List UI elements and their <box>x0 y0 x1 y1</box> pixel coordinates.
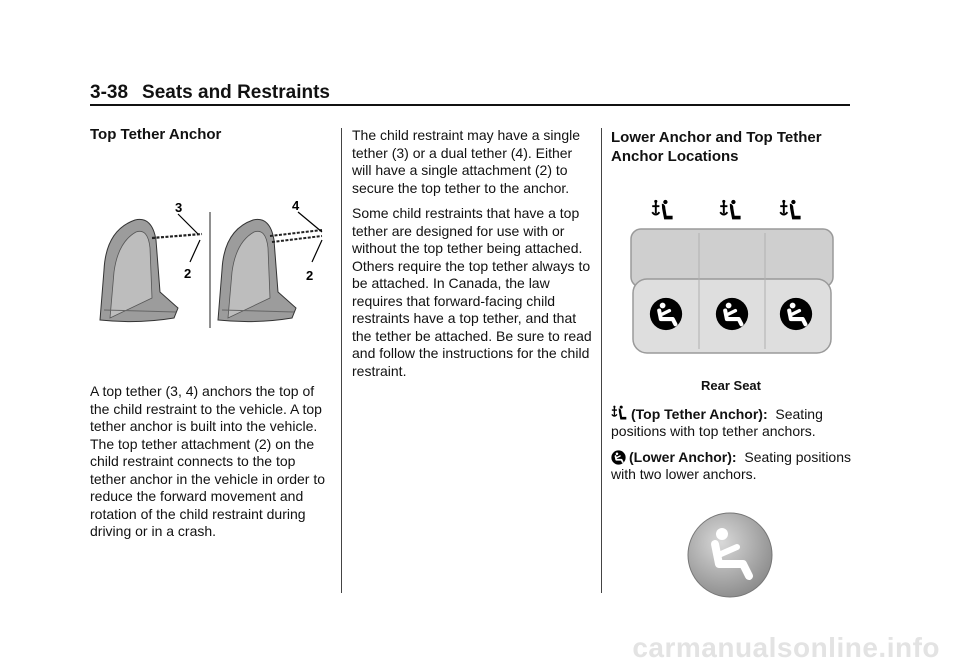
label-4: 4 <box>292 200 300 213</box>
lower-anchor-label: (Lower Anchor): <box>629 448 737 465</box>
lower-anchor-legend <box>611 449 851 484</box>
column-2 <box>352 127 592 388</box>
tether-type-paragraph: The child restraint may have a single tether (3) or a dual tether (4). Either will have a single attachment (2) to secure the top tether to the anchor. <box>352 127 580 196</box>
column-divider-1 <box>341 128 342 593</box>
header-rule <box>90 104 850 106</box>
tether-seat-illustration <box>90 200 335 330</box>
top-tether-legend <box>611 405 851 441</box>
tether-icon-right <box>780 200 800 220</box>
lower-anchor-icon <box>611 450 626 465</box>
tether-requirement-paragraph: Some child restraints that have a top tether are designed for use with or without the top tether being attached. Others require the top tether always to be attached. In Canada, the law requires that forward-facing child restraints have a top tether, and that the tether be attached. Be sure to read and follow the instructions for the child restraint. <box>352 205 592 379</box>
watermark: carmanualsonline.info <box>632 632 940 663</box>
anchor-locations-heading: Lower Anchor and Top Tether Anchor Locations <box>611 129 822 165</box>
label-2-right: 2 <box>306 268 314 283</box>
column-3 <box>611 128 851 598</box>
lower-anchor-desc: Seating positions with two lower anchors. <box>611 448 852 482</box>
tether-icon-left <box>652 200 672 220</box>
top-tether-heading: Top Tether Anchor <box>90 126 222 143</box>
column-1 <box>90 125 335 549</box>
label-2-left: 2 <box>184 266 192 281</box>
top-tether-paragraph: A top tether (3, 4) anchors the top of the child restraint to the vehicle. A top tether anchor is built into the vehicle. The top tether attachment (2) on the child restraint connects to the top tether anchor in the vehicle in order to reduce the forward movement and rotation of the child restraint during driving or in a crash. <box>90 383 326 539</box>
lower-anchor-icon-left <box>650 298 682 330</box>
top-tether-desc: Seating positions with top tether anchors. <box>611 405 823 439</box>
lower-anchor-large-icon <box>687 512 773 598</box>
dual-tether-seat <box>218 212 322 322</box>
tether-anchor-icon <box>611 405 628 422</box>
label-3: 3 <box>175 200 183 215</box>
column-divider-2 <box>601 128 602 593</box>
top-tether-label: (Top Tether Anchor): <box>631 405 768 422</box>
page-header <box>90 82 330 104</box>
page-number: 3-38 <box>90 82 129 103</box>
rear-seat-caption: Rear Seat <box>701 378 761 393</box>
lower-anchor-icon-right <box>780 298 812 330</box>
lower-anchor-icon-center <box>716 298 748 330</box>
rear-seat-diagram <box>619 199 847 369</box>
section-title: Seats and Restraints <box>142 82 330 103</box>
tether-icon-center <box>720 200 740 220</box>
